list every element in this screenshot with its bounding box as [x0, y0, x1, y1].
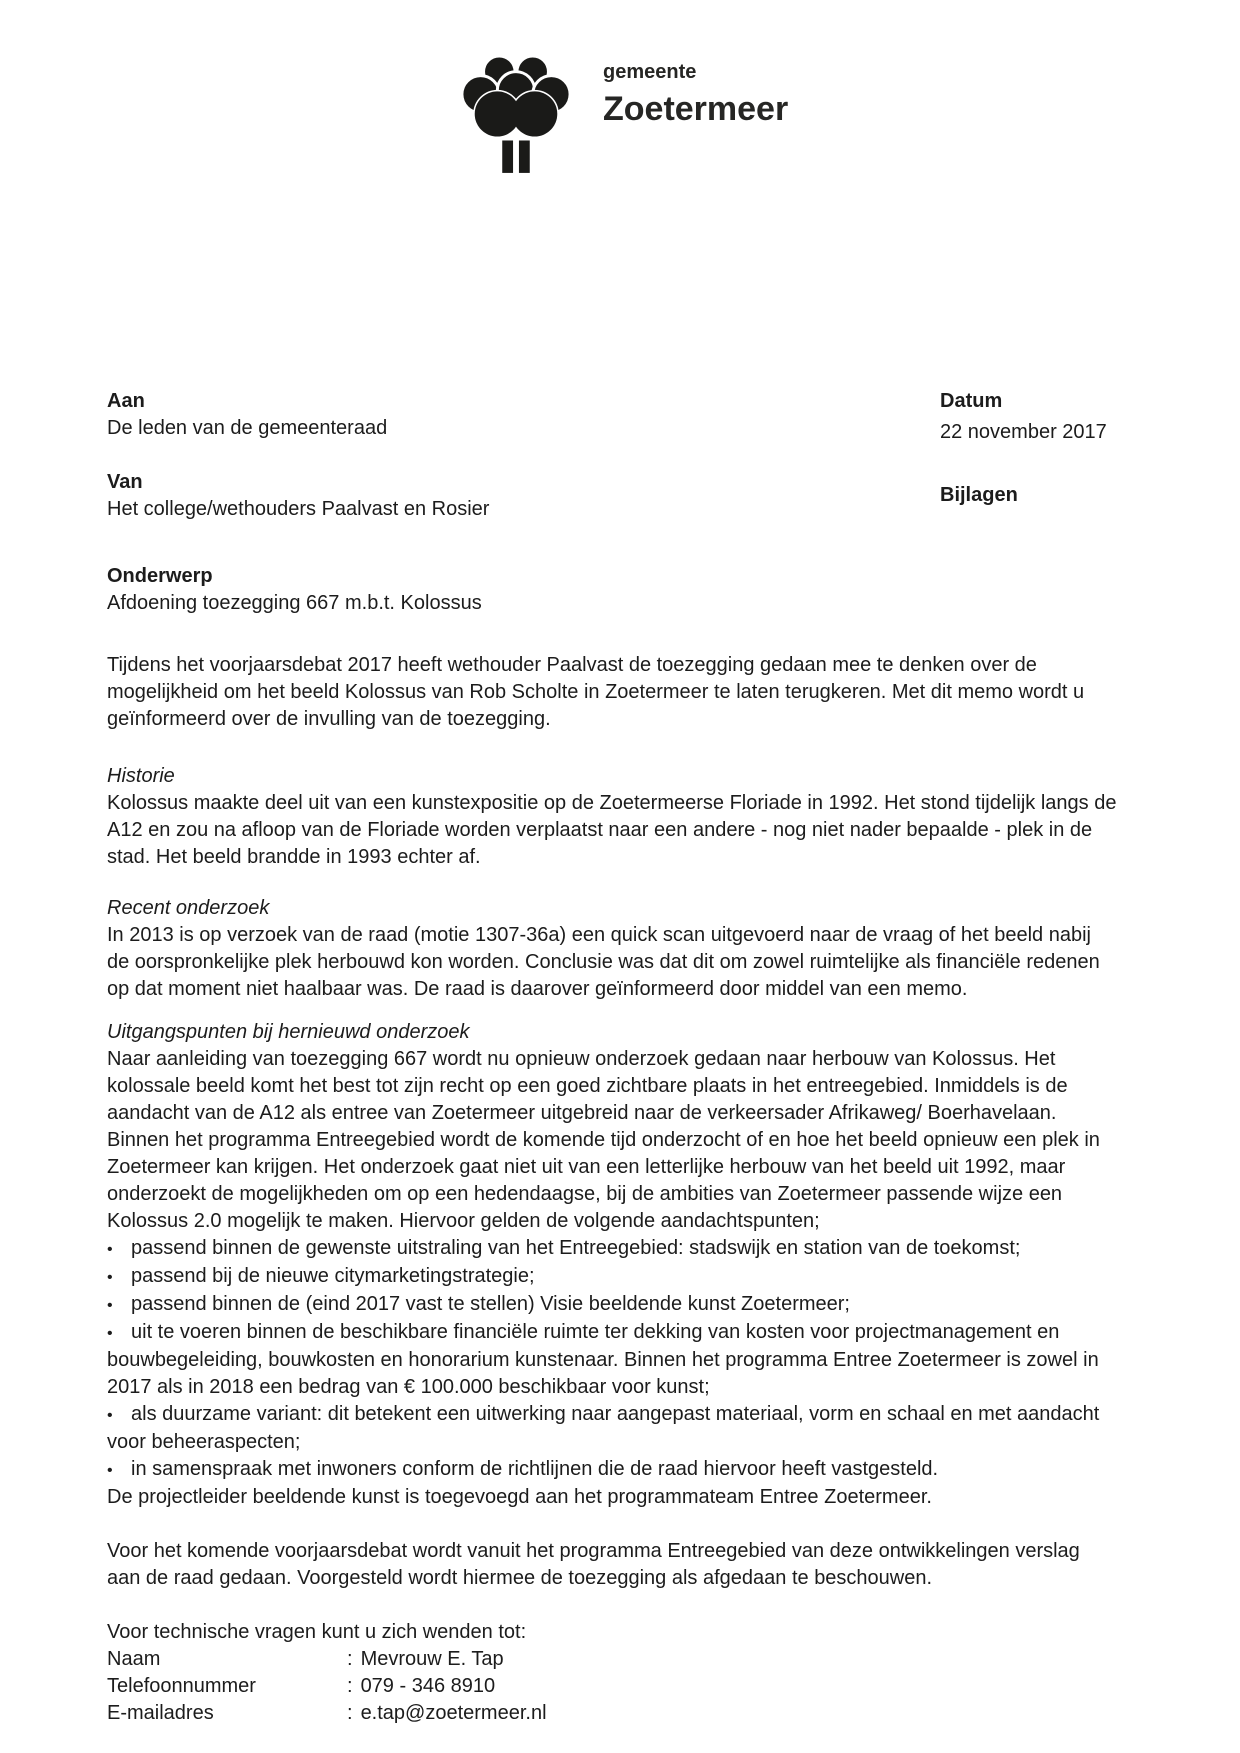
colon-separator: : — [347, 1675, 353, 1697]
contact-row-emailadres — [107, 1700, 1135, 1727]
bullet-icon: • — [107, 1325, 113, 1342]
list-item — [107, 1291, 1117, 1319]
list-item — [107, 1319, 1117, 1401]
van-value: Het college/wethouders Paalvast en Rosier — [107, 498, 490, 520]
letter-meta — [107, 388, 1135, 523]
logo-gemeente-text: gemeente — [603, 61, 697, 83]
bullet-text: uit te voeren binnen de beschikbare financiële ruimte ter dekking van kosten voor projectmanagement en bouwbegeleiding, bouwkosten en honorarium kunstenaar. Binnen het programma Entree Zoetermeer is zowel in 2017 als in 2018 een bedrag van € 100.000 beschikbaar voor kunst; — [107, 1321, 1099, 1398]
naam-value-text: Mevrouw E. Tap — [360, 1648, 504, 1670]
emailadres-label: E-mailadres — [107, 1702, 214, 1724]
telefoonnummer-value — [347, 1673, 1135, 1700]
gemeente-zoetermeer-logo — [459, 48, 1135, 174]
bijlagen-label: Bijlagen — [940, 484, 1018, 506]
bullet-icon: • — [107, 1269, 113, 1286]
contact-row-telefoonnummer — [107, 1673, 1135, 1700]
colon-separator: : — [347, 1702, 353, 1724]
recent-onderzoek-heading: Recent onderzoek — [107, 897, 270, 919]
emailadres-value-text: e.tap@zoetermeer.nl — [360, 1702, 547, 1724]
naam-label: Naam — [107, 1648, 161, 1670]
datum-label: Datum — [940, 390, 1003, 412]
list-item — [107, 1401, 1117, 1456]
recent-onderzoek-paragraph: In 2013 is op verzoek van de raad (motie 1307-36a) een quick scan uitgevoerd naar de vraag of het beeld nabij de oorspronkelijke plek herbouwd kon worden. Conclusie was dat dit om zowel ruimtelijke als financiële redenen op dat moment niet haalbaar was. De raad is daarover geïnformeerd door middel van een memo. — [107, 924, 1100, 1000]
list-item — [107, 1235, 1117, 1263]
uitgangspunten-heading: Uitgangspunten bij hernieuwd onderzoek — [107, 1021, 470, 1043]
bullet-text: passend bij de nieuwe citymarketingstrategie; — [131, 1265, 535, 1287]
projectleider-paragraph: De projectleider beeldende kunst is toegevoegd aan het programmateam Entree Zoetermeer. — [107, 1486, 932, 1508]
telefoonnummer-value-text: 079 - 346 8910 — [360, 1675, 496, 1697]
bullet-icon: • — [107, 1241, 113, 1258]
intro-paragraph: Tijdens het voorjaarsdebat 2017 heeft wethouder Paalvast de toezegging gedaan mee te denken over de mogelijkheid om het beeld Kolossus van Rob Scholte in Zoetermeer te laten terugkeren. Met dit memo wordt u geïnformeerd over de invulling van de toezegging. — [107, 654, 1085, 730]
zoetermeer-tree-of-people-icon — [459, 48, 573, 174]
datum-value: 22 november 2017 — [940, 421, 1107, 443]
aan-value: De leden van de gemeenteraad — [107, 417, 388, 439]
aan-label: Aan — [107, 390, 145, 412]
logo-zoetermeer-text: Zoetermeer — [603, 90, 789, 128]
subject-block — [107, 563, 1135, 617]
van-label: Van — [107, 471, 143, 493]
colon-separator: : — [347, 1648, 353, 1670]
section-uitgangspunten — [107, 1019, 1135, 1511]
contact-block — [107, 1619, 1135, 1727]
naam-value — [347, 1646, 1135, 1673]
emailadres-value — [347, 1700, 1135, 1727]
bullet-icon: • — [107, 1297, 113, 1314]
bullet-text: als duurzame variant: dit betekent een uitwerking naar aangepast materiaal, vorm en schaal en met aandacht voor beheeraspecten; — [107, 1403, 1100, 1453]
contact-intro: Voor technische vragen kunt u zich wenden tot: — [107, 1621, 527, 1643]
section-historie — [107, 763, 1135, 871]
section-recent-onderzoek — [107, 895, 1135, 1003]
onderwerp-value: Afdoening toezegging 667 m.b.t. Kolossus — [107, 592, 482, 614]
closing-paragraph: Voor het komende voorjaarsdebat wordt vanuit het programma Entreegebied van deze ontwikkelingen verslag aan de raad gedaan. Voorgesteld wordt hiermee de toezegging als afgedaan te beschouwen. — [107, 1540, 1080, 1589]
bullet-text: in samenspraak met inwoners conform de richtlijnen die de raad hiervoor heeft vastgesteld. — [131, 1458, 939, 1480]
logo-text — [603, 48, 788, 128]
list-item — [107, 1456, 1117, 1484]
telefoonnummer-label: Telefoonnummer — [107, 1675, 256, 1697]
onderwerp-label: Onderwerp — [107, 565, 213, 587]
historie-paragraph: Kolossus maakte deel uit van een kunstexpositie op de Zoetermeerse Floriade in 1992. Het stond tijdelijk langs de A12 en zou na afloop van de Floriade worden verplaatst naar een andere - nog niet nader bepaalde - plek in de stad. Het beeld brandde in 1993 echter af. — [107, 792, 1117, 868]
uitgangspunten-paragraph: Naar aanleiding van toezegging 667 wordt nu opnieuw onderzoek gedaan naar herbouw van Kolossus. Het kolossale beeld komt het best tot zijn recht op een goed zichtbare plaats in het entreegebied. Inmiddels is de aandacht van de A12 als entree van Zoetermeer uitgebreid naar de verkeersader Afrikaweg/ Boerhavelaan. Binnen het programma Entreegebied wordt de komende tijd onderzocht of en hoe het beeld opnieuw een plek in Zoetermeer kan krijgen. Het onderzoek gaat niet uit van een letterlijke herbouw van het beeld uit 1992, maar onderzoekt de mogelijkheden om op een hedendaagse, bij de ambities van Zoetermeer passende wijze een Kolossus 2.0 mogelijk te maken. Hiervoor gelden de volgende aandachtspunten; — [107, 1048, 1100, 1232]
contact-row-naam — [107, 1646, 1135, 1673]
list-item — [107, 1263, 1117, 1291]
bullet-icon: • — [107, 1407, 113, 1424]
historie-heading: Historie — [107, 765, 175, 787]
meta-right-column — [940, 388, 1150, 509]
bullet-text: passend binnen de (eind 2017 vast te stellen) Visie beeldende kunst Zoetermeer; — [131, 1293, 850, 1315]
bullet-text: passend binnen de gewenste uitstraling van het Entreegebied: stadswijk en station van de toekomst; — [131, 1237, 1021, 1259]
bullet-icon: • — [107, 1462, 113, 1479]
